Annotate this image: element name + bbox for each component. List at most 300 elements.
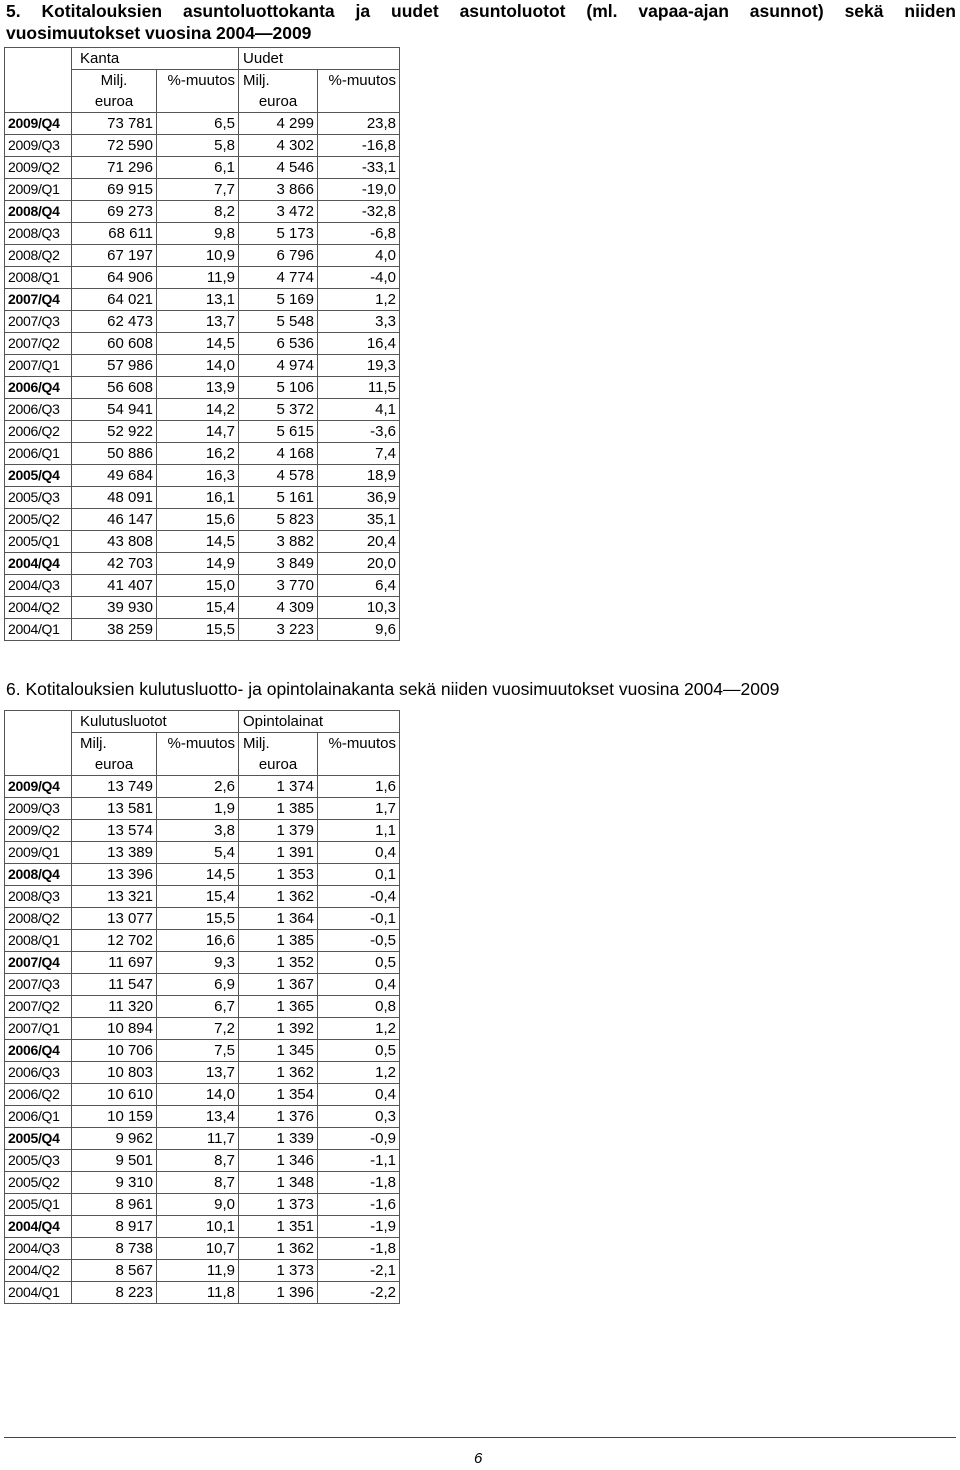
- row-label-quarter: 2005/Q1: [5, 1194, 72, 1216]
- row-label-quarter: 2007/Q3: [5, 974, 72, 996]
- col-header-muutos: %-muutos: [157, 70, 239, 92]
- table-cell: 7,7: [157, 179, 239, 201]
- table-cell: 8 223: [72, 1282, 157, 1304]
- empty-cell: [318, 754, 400, 776]
- table-cell: 8 567: [72, 1260, 157, 1282]
- table-cell: 43 808: [72, 531, 157, 553]
- table-cell: -19,0: [318, 179, 400, 201]
- table-row: [5, 531, 400, 553]
- table-cell: 14,9: [157, 553, 239, 575]
- section5-title: [6, 0, 956, 44]
- table-cell: 1 373: [239, 1194, 318, 1216]
- table-cell: 0,1: [318, 864, 400, 886]
- table-cell: 1 376: [239, 1106, 318, 1128]
- table-cell: 1 385: [239, 930, 318, 952]
- row-label-quarter: 2006/Q1: [5, 443, 72, 465]
- consumer-student-loans-table: [4, 710, 400, 1304]
- row-label-quarter: 2006/Q4: [5, 1040, 72, 1062]
- table-cell: 56 608: [72, 377, 157, 399]
- empty-cell: [318, 91, 400, 113]
- table-cell: 57 986: [72, 355, 157, 377]
- table-cell: 15,5: [157, 619, 239, 641]
- row-label-quarter: 2009/Q1: [5, 179, 72, 201]
- table-cell: 0,5: [318, 1040, 400, 1062]
- table-cell: 11,8: [157, 1282, 239, 1304]
- table-cell: 15,6: [157, 509, 239, 531]
- table-cell: 1 345: [239, 1040, 318, 1062]
- table-cell: 20,4: [318, 531, 400, 553]
- table-cell: 9,0: [157, 1194, 239, 1216]
- table-row: [5, 930, 400, 952]
- footer-divider: [4, 1437, 956, 1438]
- table-cell: 35,1: [318, 509, 400, 531]
- table-row: [5, 864, 400, 886]
- table-row: [5, 421, 400, 443]
- table-cell: 8 961: [72, 1194, 157, 1216]
- table-cell: 1 365: [239, 996, 318, 1018]
- table-cell: 15,4: [157, 597, 239, 619]
- row-label-quarter: 2005/Q4: [5, 1128, 72, 1150]
- table-cell: 12 702: [72, 930, 157, 952]
- table-cell: 8 738: [72, 1238, 157, 1260]
- table-cell: 54 941: [72, 399, 157, 421]
- table-cell: 11,9: [157, 1260, 239, 1282]
- row-label-quarter: 2009/Q3: [5, 798, 72, 820]
- table-cell: 6,9: [157, 974, 239, 996]
- table-row: [5, 1238, 400, 1260]
- row-label-quarter: 2008/Q4: [5, 864, 72, 886]
- table-cell: 67 197: [72, 245, 157, 267]
- table-cell: 4 774: [239, 267, 318, 289]
- table-row: [5, 1018, 400, 1040]
- table-cell: 50 886: [72, 443, 157, 465]
- table-cell: 11,5: [318, 377, 400, 399]
- row-label-quarter: 2005/Q4: [5, 465, 72, 487]
- table-cell: 15,5: [157, 908, 239, 930]
- row-label-quarter: 2006/Q2: [5, 421, 72, 443]
- row-label-quarter: 2007/Q3: [5, 311, 72, 333]
- table-cell: 3 223: [239, 619, 318, 641]
- table-row: [5, 355, 400, 377]
- table-cell: 1 385: [239, 798, 318, 820]
- table-cell: 13 749: [72, 776, 157, 798]
- table-cell: 11 547: [72, 974, 157, 996]
- table-header-row: [5, 711, 400, 733]
- row-label-quarter: 2008/Q1: [5, 267, 72, 289]
- table-row: [5, 443, 400, 465]
- col-header-euroa: euroa: [239, 754, 318, 776]
- table-cell: -6,8: [318, 223, 400, 245]
- col-header-muutos: %-muutos: [157, 733, 239, 755]
- row-label-quarter: 2009/Q3: [5, 135, 72, 157]
- table-row: [5, 776, 400, 798]
- table-cell: -2,1: [318, 1260, 400, 1282]
- table-cell: 13,1: [157, 289, 239, 311]
- col-header-euroa: euroa: [72, 91, 157, 113]
- table-row: [5, 1062, 400, 1084]
- group-header-kanta: Kanta: [72, 48, 239, 70]
- table-cell: 11,7: [157, 1128, 239, 1150]
- table-cell: 6,4: [318, 575, 400, 597]
- corner-cell: [5, 711, 72, 733]
- table-header-row: [5, 733, 400, 755]
- table-cell: 38 259: [72, 619, 157, 641]
- table-cell: 1,9: [157, 798, 239, 820]
- row-label-quarter: 2004/Q3: [5, 575, 72, 597]
- table-cell: 64 021: [72, 289, 157, 311]
- table-cell: 46 147: [72, 509, 157, 531]
- table-cell: 13,9: [157, 377, 239, 399]
- table-cell: 9,3: [157, 952, 239, 974]
- table-cell: 23,8: [318, 113, 400, 135]
- table-cell: 0,4: [318, 842, 400, 864]
- table-cell: 1 364: [239, 908, 318, 930]
- table-cell: 3,8: [157, 820, 239, 842]
- table-cell: 5 161: [239, 487, 318, 509]
- table-cell: -3,6: [318, 421, 400, 443]
- table-cell: 7,4: [318, 443, 400, 465]
- table-cell: 5 372: [239, 399, 318, 421]
- table-cell: 10,7: [157, 1238, 239, 1260]
- row-label-quarter: 2004/Q4: [5, 553, 72, 575]
- housing-loans-table: [4, 47, 400, 641]
- section6-title: 6. Kotitalouksien kulutusluotto- ja opintolainakanta sekä niiden vuosimuutokset vuosina 2004—2009: [6, 679, 780, 699]
- table-cell: 8,7: [157, 1150, 239, 1172]
- table-cell: 3 882: [239, 531, 318, 553]
- row-label-quarter: 2007/Q1: [5, 355, 72, 377]
- table-cell: 14,5: [157, 864, 239, 886]
- table-cell: 8 917: [72, 1216, 157, 1238]
- table-row: [5, 1216, 400, 1238]
- row-label-quarter: 2004/Q2: [5, 597, 72, 619]
- table-cell: 5,4: [157, 842, 239, 864]
- row-label-quarter: 2005/Q2: [5, 1172, 72, 1194]
- table-cell: 6,1: [157, 157, 239, 179]
- table-row: [5, 487, 400, 509]
- table-cell: 13,7: [157, 311, 239, 333]
- table-cell: 62 473: [72, 311, 157, 333]
- empty-cell: [157, 754, 239, 776]
- table-row: [5, 575, 400, 597]
- table-cell: 1 362: [239, 1238, 318, 1260]
- table-row: [5, 820, 400, 842]
- table-cell: 4 299: [239, 113, 318, 135]
- row-label-quarter: 2006/Q3: [5, 399, 72, 421]
- table-cell: 1 339: [239, 1128, 318, 1150]
- group-header-kulutusluotot: Kulutusluotot: [72, 711, 239, 733]
- table-cell: 16,1: [157, 487, 239, 509]
- table-cell: -0,4: [318, 886, 400, 908]
- table-cell: 71 296: [72, 157, 157, 179]
- table-cell: 4 309: [239, 597, 318, 619]
- table-cell: 1 391: [239, 842, 318, 864]
- table-cell: -0,5: [318, 930, 400, 952]
- table-cell: 13,7: [157, 1062, 239, 1084]
- table-cell: 14,7: [157, 421, 239, 443]
- table-cell: 13 581: [72, 798, 157, 820]
- table-cell: 10,1: [157, 1216, 239, 1238]
- table-cell: 4,1: [318, 399, 400, 421]
- row-label-quarter: 2009/Q4: [5, 113, 72, 135]
- row-label-quarter: 2009/Q2: [5, 820, 72, 842]
- table-row: [5, 223, 400, 245]
- table-cell: 10 159: [72, 1106, 157, 1128]
- table-row: [5, 886, 400, 908]
- table-row: [5, 465, 400, 487]
- table-cell: 1,7: [318, 798, 400, 820]
- table-cell: 18,9: [318, 465, 400, 487]
- row-label-quarter: 2006/Q1: [5, 1106, 72, 1128]
- table-cell: 72 590: [72, 135, 157, 157]
- table-cell: -4,0: [318, 267, 400, 289]
- table-cell: 14,0: [157, 355, 239, 377]
- table-cell: -1,6: [318, 1194, 400, 1216]
- row-label-quarter: 2006/Q4: [5, 377, 72, 399]
- table-cell: -16,8: [318, 135, 400, 157]
- table-cell: 1 396: [239, 1282, 318, 1304]
- table-cell: 4 168: [239, 443, 318, 465]
- table-cell: 5 169: [239, 289, 318, 311]
- table-row: [5, 157, 400, 179]
- table-cell: 1 346: [239, 1150, 318, 1172]
- table-cell: 1 373: [239, 1260, 318, 1282]
- table-cell: 5 106: [239, 377, 318, 399]
- table-cell: 16,3: [157, 465, 239, 487]
- table-cell: -1,8: [318, 1172, 400, 1194]
- table-cell: 10,9: [157, 245, 239, 267]
- table-cell: 7,2: [157, 1018, 239, 1040]
- table-cell: -1,8: [318, 1238, 400, 1260]
- row-label-quarter: 2007/Q2: [5, 996, 72, 1018]
- table-row: [5, 377, 400, 399]
- table-cell: 3 849: [239, 553, 318, 575]
- row-label-quarter: 2009/Q4: [5, 776, 72, 798]
- table-row: [5, 311, 400, 333]
- table-cell: 19,3: [318, 355, 400, 377]
- table-row: [5, 135, 400, 157]
- table-cell: 52 922: [72, 421, 157, 443]
- row-label-quarter: 2005/Q3: [5, 1150, 72, 1172]
- table-cell: 68 611: [72, 223, 157, 245]
- table-cell: 3,3: [318, 311, 400, 333]
- table-row: [5, 245, 400, 267]
- table-cell: 1 362: [239, 886, 318, 908]
- table-cell: 4 302: [239, 135, 318, 157]
- table-cell: 1 362: [239, 1062, 318, 1084]
- table-cell: -2,2: [318, 1282, 400, 1304]
- table-cell: 10 894: [72, 1018, 157, 1040]
- corner-cell: [5, 754, 72, 776]
- group-header-opintolainat: Opintolainat: [239, 711, 400, 733]
- corner-cell: [5, 70, 72, 92]
- row-label-quarter: 2004/Q2: [5, 1260, 72, 1282]
- table-row: [5, 1040, 400, 1062]
- table-cell: 6 536: [239, 333, 318, 355]
- table-cell: 9,8: [157, 223, 239, 245]
- table-cell: 0,4: [318, 1084, 400, 1106]
- table-row: [5, 1194, 400, 1216]
- table-cell: 1,2: [318, 289, 400, 311]
- table-cell: 5,8: [157, 135, 239, 157]
- row-label-quarter: 2009/Q1: [5, 842, 72, 864]
- row-label-quarter: 2004/Q3: [5, 1238, 72, 1260]
- table-cell: 64 906: [72, 267, 157, 289]
- table-cell: 49 684: [72, 465, 157, 487]
- table-cell: 69 915: [72, 179, 157, 201]
- table-cell: -1,9: [318, 1216, 400, 1238]
- table-cell: 13 077: [72, 908, 157, 930]
- page-number: 6: [474, 1450, 483, 1467]
- table-row: [5, 952, 400, 974]
- table-cell: 1 379: [239, 820, 318, 842]
- table-cell: 60 608: [72, 333, 157, 355]
- table-cell: -1,1: [318, 1150, 400, 1172]
- table-cell: 16,4: [318, 333, 400, 355]
- corner-cell: [5, 48, 72, 70]
- col-header-milj: Milj.: [72, 70, 157, 92]
- row-label-quarter: 2006/Q2: [5, 1084, 72, 1106]
- table-cell: 0,5: [318, 952, 400, 974]
- table-cell: 1 352: [239, 952, 318, 974]
- table-cell: 1 348: [239, 1172, 318, 1194]
- table-row: [5, 1150, 400, 1172]
- table-cell: 16,2: [157, 443, 239, 465]
- table-cell: 13,4: [157, 1106, 239, 1128]
- table-cell: 36,9: [318, 487, 400, 509]
- table-cell: 5 548: [239, 311, 318, 333]
- table-row: [5, 1084, 400, 1106]
- corner-cell: [5, 91, 72, 113]
- table-cell: 14,2: [157, 399, 239, 421]
- table-row: [5, 399, 400, 421]
- col-header-milj: Milj.: [239, 70, 318, 92]
- row-label-quarter: 2005/Q1: [5, 531, 72, 553]
- table-cell: 4 546: [239, 157, 318, 179]
- table-cell: 15,0: [157, 575, 239, 597]
- table-cell: 11 697: [72, 952, 157, 974]
- table-row: [5, 1106, 400, 1128]
- table-cell: 4,0: [318, 245, 400, 267]
- row-label-quarter: 2005/Q2: [5, 509, 72, 531]
- table-row: [5, 333, 400, 355]
- table-row: [5, 1260, 400, 1282]
- col-header-milj: Milj.: [72, 733, 157, 755]
- row-label-quarter: 2008/Q2: [5, 908, 72, 930]
- row-label-quarter: 2004/Q1: [5, 1282, 72, 1304]
- row-label-quarter: 2009/Q2: [5, 157, 72, 179]
- table-cell: 39 930: [72, 597, 157, 619]
- table-cell: 5 615: [239, 421, 318, 443]
- table-cell: 8,2: [157, 201, 239, 223]
- table-cell: 2,6: [157, 776, 239, 798]
- table-row: [5, 996, 400, 1018]
- table-cell: 1,2: [318, 1062, 400, 1084]
- table-row: [5, 1128, 400, 1150]
- table-row: [5, 553, 400, 575]
- table-cell: 13 321: [72, 886, 157, 908]
- empty-cell: [157, 91, 239, 113]
- col-header-muutos: %-muutos: [318, 733, 400, 755]
- table-cell: 14,0: [157, 1084, 239, 1106]
- table-cell: 15,4: [157, 886, 239, 908]
- table-cell: 5 823: [239, 509, 318, 531]
- row-label-quarter: 2008/Q1: [5, 930, 72, 952]
- col-header-milj: Milj.: [239, 733, 318, 755]
- table-cell: 14,5: [157, 531, 239, 553]
- table-cell: 1,2: [318, 1018, 400, 1040]
- table-row: [5, 974, 400, 996]
- table-cell: 9 501: [72, 1150, 157, 1172]
- table-cell: 13 574: [72, 820, 157, 842]
- table-header-row: [5, 754, 400, 776]
- table-cell: 6,7: [157, 996, 239, 1018]
- table-cell: 6 796: [239, 245, 318, 267]
- table-row: [5, 509, 400, 531]
- table-cell: 9 310: [72, 1172, 157, 1194]
- table-row: [5, 1172, 400, 1194]
- table-cell: 41 407: [72, 575, 157, 597]
- table-cell: 3 770: [239, 575, 318, 597]
- table-cell: 5 173: [239, 223, 318, 245]
- table-cell: 1 367: [239, 974, 318, 996]
- table-cell: 20,0: [318, 553, 400, 575]
- table-header-row: [5, 48, 400, 70]
- section5-title-line1: 5. Kotitalouksien asuntoluottokanta ja uudet asuntoluotot (ml. vapaa-ajan asunnot) sekä niiden: [6, 1, 956, 21]
- table-cell: 69 273: [72, 201, 157, 223]
- section5-title-line2: vuosimuutokset vuosina 2004—2009: [6, 23, 312, 43]
- table-row: [5, 1282, 400, 1304]
- table-row: [5, 619, 400, 641]
- row-label-quarter: 2007/Q4: [5, 289, 72, 311]
- col-header-euroa: euroa: [239, 91, 318, 113]
- table-cell: 13 396: [72, 864, 157, 886]
- table-cell: -0,1: [318, 908, 400, 930]
- table-cell: 73 781: [72, 113, 157, 135]
- table-cell: -32,8: [318, 201, 400, 223]
- table-cell: 0,8: [318, 996, 400, 1018]
- table-cell: 3 866: [239, 179, 318, 201]
- table-cell: 14,5: [157, 333, 239, 355]
- row-label-quarter: 2008/Q4: [5, 201, 72, 223]
- table-cell: 1 353: [239, 864, 318, 886]
- row-label-quarter: 2007/Q1: [5, 1018, 72, 1040]
- table-cell: 42 703: [72, 553, 157, 575]
- table-cell: 0,3: [318, 1106, 400, 1128]
- table-header-row: [5, 91, 400, 113]
- corner-cell: [5, 733, 72, 755]
- table-cell: 6,5: [157, 113, 239, 135]
- row-label-quarter: 2004/Q1: [5, 619, 72, 641]
- table-cell: 8,7: [157, 1172, 239, 1194]
- group-header-uudet: Uudet: [239, 48, 400, 70]
- row-label-quarter: 2008/Q2: [5, 245, 72, 267]
- table-cell: 1,1: [318, 820, 400, 842]
- row-label-quarter: 2008/Q3: [5, 886, 72, 908]
- row-label-quarter: 2004/Q4: [5, 1216, 72, 1238]
- table-cell: 1,6: [318, 776, 400, 798]
- table-cell: 10 610: [72, 1084, 157, 1106]
- table-cell: 7,5: [157, 1040, 239, 1062]
- table-cell: 10 803: [72, 1062, 157, 1084]
- table-cell: 11 320: [72, 996, 157, 1018]
- table-row: [5, 842, 400, 864]
- table-cell: 1 354: [239, 1084, 318, 1106]
- table-cell: 16,6: [157, 930, 239, 952]
- table-cell: 1 392: [239, 1018, 318, 1040]
- row-label-quarter: 2007/Q4: [5, 952, 72, 974]
- row-label-quarter: 2006/Q3: [5, 1062, 72, 1084]
- table-cell: 1 351: [239, 1216, 318, 1238]
